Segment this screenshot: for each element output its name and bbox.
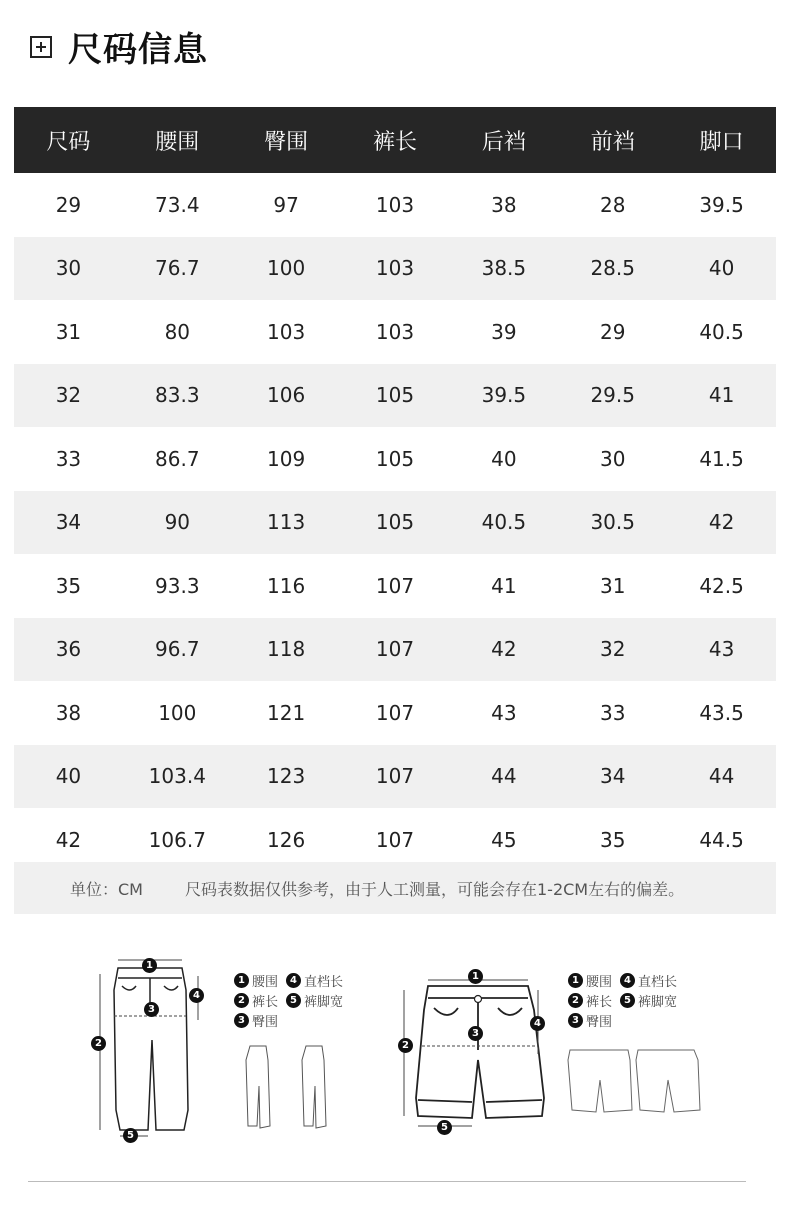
unit-label: 单位：CM (70, 879, 143, 899)
size-table (14, 107, 776, 872)
table-cell: 73.4 (155, 192, 200, 217)
table-cell: 32 (55, 383, 82, 408)
table-cell: 107 (375, 700, 415, 725)
table-row (14, 618, 776, 682)
disclaimer-text: 尺码表数据仅供参考，由于人工测量，可能会存在1-2CM左右的偏差。 (184, 879, 685, 899)
table-row (14, 554, 776, 618)
plus-box-icon (30, 36, 52, 58)
table-cell: 86.7 (155, 446, 200, 471)
legend-item-leg-opening: 5 裤脚宽 (286, 991, 343, 1010)
marker-5: 5 (123, 1128, 138, 1143)
shorts-diagram (392, 950, 722, 1150)
table-cell: 30.5 (590, 510, 635, 535)
table-cell: 118 (267, 637, 306, 662)
measurement-note (14, 862, 776, 914)
table-cell: 40.5 (481, 510, 527, 535)
table-cell: 123 (267, 764, 306, 789)
legend-item-length: 2 裤长 (234, 991, 278, 1010)
table-cell: 76.7 (155, 256, 200, 281)
table-cell: 40.5 (699, 319, 744, 344)
table-cell: 29.5 (590, 383, 635, 408)
table-cell: 100 (267, 256, 306, 281)
table-cell: 44 (708, 764, 735, 789)
table-cell: 29 (600, 319, 626, 344)
legend-item-waist: 1 腰围 (568, 971, 612, 990)
table-cell: 42 (55, 827, 82, 852)
table-cell: 105 (375, 510, 415, 535)
table-cell: 103.4 (148, 764, 206, 789)
table-cell: 44 (491, 764, 517, 789)
marker-1: 1 (142, 958, 157, 973)
table-cell: 106 (267, 383, 306, 408)
table-cell: 40 (491, 446, 517, 471)
section-title: 尺码信息 (68, 30, 208, 70)
marker-3: 3 (468, 1026, 483, 1041)
table-cell: 42.5 (699, 573, 744, 598)
marker-4: 4 (530, 1016, 545, 1031)
table-cell: 38 (55, 700, 82, 725)
table-header (14, 107, 776, 173)
table-cell: 40 (708, 256, 735, 281)
table-cell: 107 (375, 764, 415, 789)
legend-item-rise: 4 直档长 (620, 971, 677, 990)
bottom-divider (28, 1181, 746, 1182)
table-row (14, 681, 776, 745)
table-row (14, 173, 776, 237)
table-cell: 44.5 (699, 827, 744, 852)
table-cell: 35 (600, 827, 626, 852)
table-row (14, 427, 776, 491)
table-cell: 96.7 (155, 637, 200, 662)
table-cell: 32 (600, 637, 626, 662)
table-cell: 41 (491, 573, 517, 598)
table-cell: 30 (600, 446, 626, 471)
table-cell: 90 (164, 510, 191, 535)
table-cell: 105 (375, 383, 415, 408)
table-cell: 29 (55, 192, 82, 217)
table-cell: 43 (708, 637, 735, 662)
header-cell: 腰围 (155, 129, 200, 155)
table-cell: 33 (55, 446, 82, 471)
table-cell: 33 (600, 700, 626, 725)
table-cell: 36 (55, 637, 82, 662)
legend-item-leg-opening: 5 裤脚宽 (620, 991, 677, 1010)
table-cell: 83.3 (155, 383, 200, 408)
header-cell: 后裆 (481, 129, 526, 155)
header-cell: 裤长 (373, 129, 418, 155)
table-cell: 43 (491, 700, 517, 725)
table-cell: 106.7 (148, 827, 206, 852)
table-cell: 42 (491, 637, 517, 662)
table-row (14, 364, 776, 428)
table-body (14, 173, 776, 872)
table-cell: 93.3 (155, 573, 200, 598)
marker-3: 3 (144, 1002, 159, 1017)
table-cell: 30 (55, 256, 82, 281)
table-cell: 107 (375, 637, 415, 662)
marker-2: 2 (91, 1036, 106, 1051)
table-cell: 97 (273, 192, 299, 217)
table-cell: 103 (375, 192, 415, 217)
table-cell: 42 (708, 510, 735, 535)
table-cell: 39 (491, 319, 517, 344)
table-cell: 38.5 (481, 256, 527, 281)
legend-item-hip: 3 臀围 (568, 1011, 612, 1030)
legend-item-length: 2 裤长 (568, 991, 612, 1010)
table-cell: 109 (267, 446, 306, 471)
section-header (30, 22, 208, 71)
table-cell: 39.5 (481, 383, 527, 408)
table-cell: 41.5 (699, 446, 744, 471)
table-cell: 105 (375, 446, 415, 471)
table-row (14, 237, 776, 301)
table-cell: 45 (491, 827, 517, 852)
table-row (14, 491, 776, 555)
table-cell: 28.5 (590, 256, 635, 281)
table-cell: 107 (375, 827, 415, 852)
marker-5: 5 (437, 1120, 452, 1135)
table-cell: 41 (708, 383, 735, 408)
marker-1: 1 (468, 969, 483, 984)
table-cell: 43.5 (699, 700, 744, 725)
legend-item-rise: 4 直档长 (286, 971, 343, 990)
table-cell: 40 (55, 764, 82, 789)
marker-2: 2 (398, 1038, 413, 1053)
table-cell: 116 (267, 573, 306, 598)
table-cell: 103 (375, 319, 415, 344)
table-cell: 35 (55, 573, 82, 598)
table-cell: 31 (55, 319, 82, 344)
header-cell: 脚口 (699, 129, 744, 155)
table-cell: 31 (600, 573, 626, 598)
table-cell: 80 (164, 319, 191, 344)
table-cell: 34 (55, 510, 82, 535)
table-row (14, 300, 776, 364)
table-cell: 113 (267, 510, 306, 535)
marker-4: 4 (189, 988, 204, 1003)
table-cell: 103 (375, 256, 415, 281)
legend-item-waist: 1 腰围 (234, 971, 278, 990)
table-row (14, 745, 776, 809)
table-cell: 107 (375, 573, 415, 598)
table-cell: 34 (600, 764, 626, 789)
table-cell: 100 (158, 700, 197, 725)
table-cell: 121 (267, 700, 306, 725)
table-cell: 38 (491, 192, 517, 217)
table-cell: 39.5 (699, 192, 744, 217)
table-cell: 28 (600, 192, 626, 217)
header-cell: 前裆 (590, 129, 635, 155)
header-cell: 臀围 (264, 129, 309, 155)
table-cell: 126 (267, 827, 306, 852)
table-cell: 103 (267, 319, 306, 344)
header-cell: 尺码 (46, 129, 91, 155)
legend-item-hip: 3 臀围 (234, 1011, 278, 1030)
long-pants-diagram (60, 950, 360, 1150)
